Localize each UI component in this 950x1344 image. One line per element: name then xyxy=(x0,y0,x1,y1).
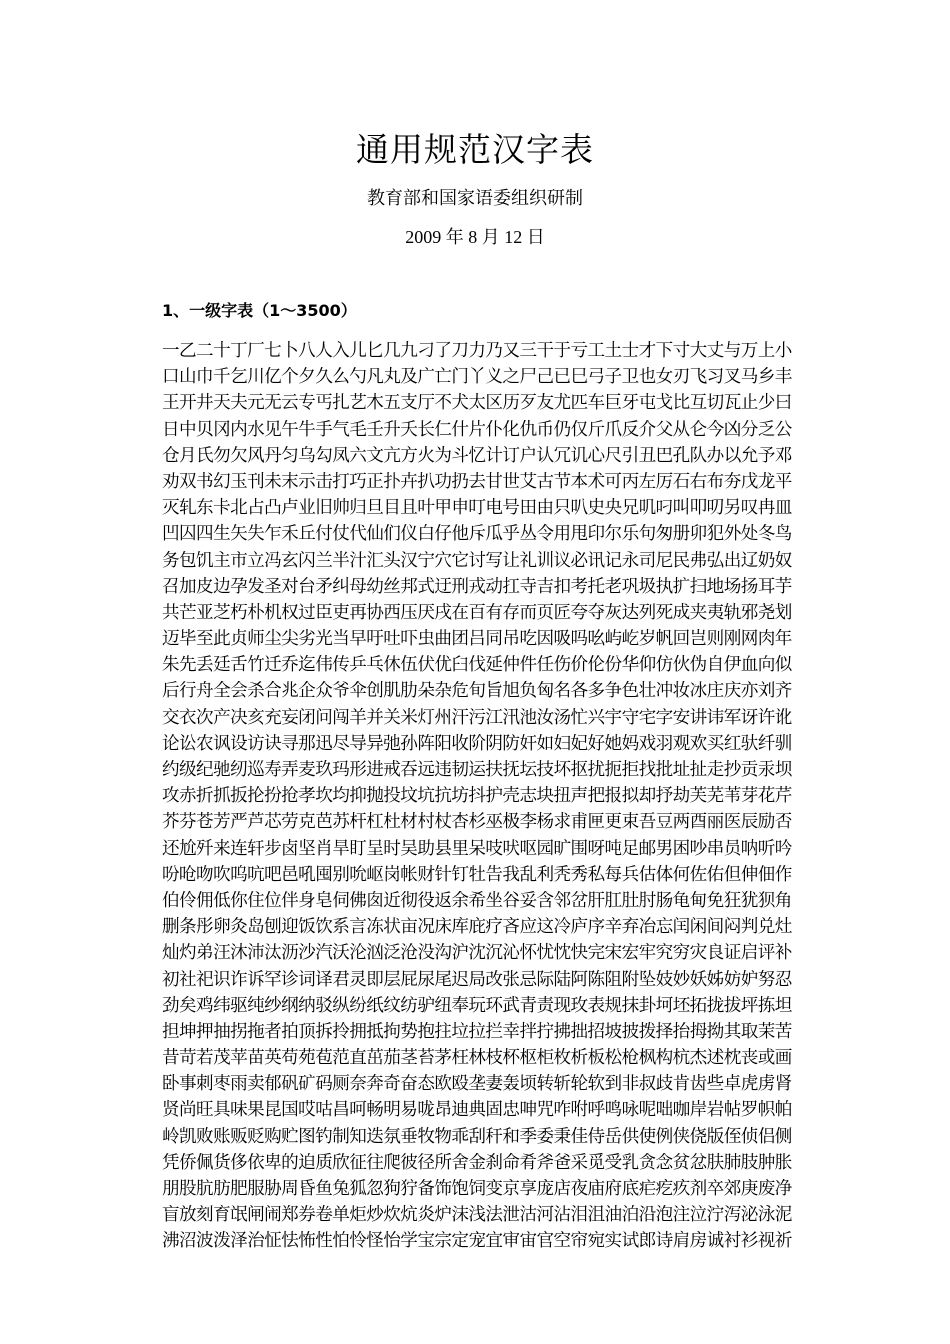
character-line: 论讼农讽设访诀寻那迅尽导异弛孙阵阳收阶阴防奸如妇妃好她妈戏羽观欢买红驮纤驯 xyxy=(162,733,792,754)
character-line: 岭凯败账贩贬购贮图钓制知迭氛垂牧物乖刮秆和季委秉佳侍岳供使例侠侥版侄侦侣侧 xyxy=(162,1126,792,1147)
character-line: 日中贝冈内水见午牛手气毛壬升夭长仁什片仆化仇币仍仅斤爪反介父从仑今凶分乏公 xyxy=(162,419,792,440)
character-line: 灭轧东卡北占凸卢业旧帅归旦目且叶甲申叮电号田由只叭史央兄叽叼叫叩叨另叹冉皿 xyxy=(162,498,792,519)
character-line: 迈毕至此贞师尘尖劣光当早吁吐吓虫曲团吕同吊吃因吸吗吆屿屹岁帆回岂则刚网肉年 xyxy=(162,629,792,650)
character-line: 务包饥主市立冯玄闪兰半汁汇头汉宁穴它讨写让礼训议必讯记永司尼民弗弘出辽奶奴 xyxy=(162,550,792,571)
section-heading: 1、一级字表（1～3500） xyxy=(162,301,357,320)
character-line: 后行舟全会杀合兆企众爷伞创肌肋朵杂危旬旨旭负匈名各多争色壮冲妆冰庄庆亦刘齐 xyxy=(162,681,792,702)
character-line: 芥芬苍芳严芦芯劳克芭苏杆杠杜材村杖杏杉巫极李杨求甫匣更束吾豆两酉丽医辰励否 xyxy=(162,812,792,833)
character-list xyxy=(162,338,792,1255)
character-line: 凹囚四生矢失乍禾丘付仗代仙们仪白仔他斥瓜乎丛令用甩印尔乐句匆册卯犯外处冬鸟 xyxy=(162,524,792,545)
character-line: 朱先丢廷舌竹迁乔迄伟传乒乓休伍伏优臼伐延仲件任伤价伦份华仰仿伙伪自伊血向似 xyxy=(162,655,792,676)
character-line: 朋股肮肪肥服胁周昏鱼兔狐忽狗狞备饰饱饲变京享庞店夜庙府底疟疙疚剂卒郊庚废净 xyxy=(162,1179,792,1199)
character-line: 伯伶佣低你住位伴身皂伺佛囱近彻役返余希坐谷妥含邻岔肝肛肚肘肠龟甸免狂犹狈角 xyxy=(162,890,792,911)
character-line: 劝双书幻玉刊未末示击打巧正扑卉扒功扔去甘世艾古节本术可丙左厉石右布夯戊龙平 xyxy=(162,471,792,492)
character-line: 盲放刻育氓闸闹郑券卷单炬炒炊炕炎炉沫浅法泄沽河沾泪沮油泊沿泡注泣泞泻泌泳泥 xyxy=(162,1205,792,1226)
document-organization: 教育部和国家语委组织研制 xyxy=(367,188,583,209)
character-line: 召加皮边孕发圣对台矛纠母幼丝邦式迂刑戎动扛寺吉扣考托老巩圾执扩扫地场扬耳芋 xyxy=(162,576,792,597)
character-line: 初社祀识诈诉罕诊词译君灵即层屁尿尾迟局改张忌际陆阿陈阻附坠妓妙妖姊妨妒努忍 xyxy=(162,969,792,990)
character-line: 贤尚旺具味果昆国哎咕昌呵畅明易咙昂迪典固忠呻咒咋咐呼鸣咏呢咄咖岸岩帖罗帜帕 xyxy=(162,1100,792,1121)
character-line: 担坤押抽拐拖者拍顶拆拎拥抵拘势抱拄垃拉拦幸拌拧拂拙招坡披拨择抬拇拗其取茉苦 xyxy=(162,1021,792,1042)
character-line: 一乙二十丁厂七卜八人入儿匕几九刁了刀力乃又三干于亏工土士才下寸大丈与万上小 xyxy=(162,341,792,361)
character-line: 仓月氏勿欠风丹匀乌勾凤六文亢方火为斗忆计订户认冗讥心尺引丑巴孔队办以允予邓 xyxy=(162,445,792,466)
character-line: 攻赤折抓扳抡扮抢孝坎均抑抛投坟坑抗坊抖护壳志块扭声把报拟却抒劫芙芜苇芽花芹 xyxy=(162,786,792,807)
character-line: 约级纪驰纫巡寿弄麦玖玛形进戒吞远违韧运扶抚坛技坏抠扰扼拒找批址扯走抄贡汞坝 xyxy=(162,760,792,780)
character-line: 卧事刺枣雨卖郁矾矿码厕奈奔奇奋态欧殴垄妻轰顷转斩轮软到非叔歧肯齿些卓虎虏肾 xyxy=(162,1074,792,1095)
document-title: 通用规范汉字表 xyxy=(356,130,594,169)
character-line: 吩呛吻吹呜吭吧邑吼囤别吮岖岗帐财针钉牡告我乱利秃秀私每兵估体何佐佑但伸佃作 xyxy=(162,864,792,885)
character-line: 交衣次产决亥充妄闭问闯羊并关米灯州汗污江汛池汝汤忙兴宇守宅字安讲讳军讶许讹 xyxy=(162,707,792,728)
character-line: 灿灼弟汪沐沛汰沥沙汽沃沦汹泛沧没沟沪沈沉沁怀忧忱快完宋宏牢究穷灾良证启评补 xyxy=(162,943,792,964)
character-line: 沸沼波泼泽治怔怯怖性怕怜怪怡学宝宗定宠宜审宙官空帘宛实试郎诗肩房诚衬衫视祈 xyxy=(162,1231,792,1252)
character-line: 口山巾千乞川亿个夕久么勺凡丸及广亡门丫义之尸己已巳弓子卫也女刃飞习叉马乡丰 xyxy=(162,367,792,388)
character-line: 王开井天夫元无云专丐扎艺木五支厅不犬太区历歹友尤匹车巨牙屯戈比互切瓦止少曰 xyxy=(162,393,792,414)
character-line: 共芒亚芝朽朴机权过臣吏再协西压厌戌在百有存而页匠夸夺灰达列死成夹夷轨邪尧划 xyxy=(162,602,792,623)
character-line: 还尬歼来连轩步卤坚肖旱盯呈时吴助县里呆吱吠呕园旷围呀吨足邮男困吵串员呐听吟 xyxy=(162,838,792,859)
character-line: 删条彤卵灸岛刨迎饭饮系言冻状亩况床库庇疗吝应这冷庐序辛弃冶忘闰闲间闷判兑灶 xyxy=(162,917,792,938)
character-line: 劲矣鸡纬驱纯纱纲纳驳纵纷纸纹纺驴纽奉玩环武青责现玫表规抹卦坷坯拓拢拔坪拣坦 xyxy=(162,995,792,1016)
document-date: 2009 年 8 月 12 日 xyxy=(405,227,545,247)
character-line: 凭侨佩货侈依卑的迫质欣征往爬彼径所舍金刹命肴斧爸采觅受乳贪念贫忿肤肺肢肿胀 xyxy=(162,1152,792,1173)
character-line: 昔苛若茂苹苗英苟苑苞范直茁茄茎苔茅枉林枝杯枢柜枚析板松枪枫构杭杰述枕丧或画 xyxy=(162,1048,792,1069)
